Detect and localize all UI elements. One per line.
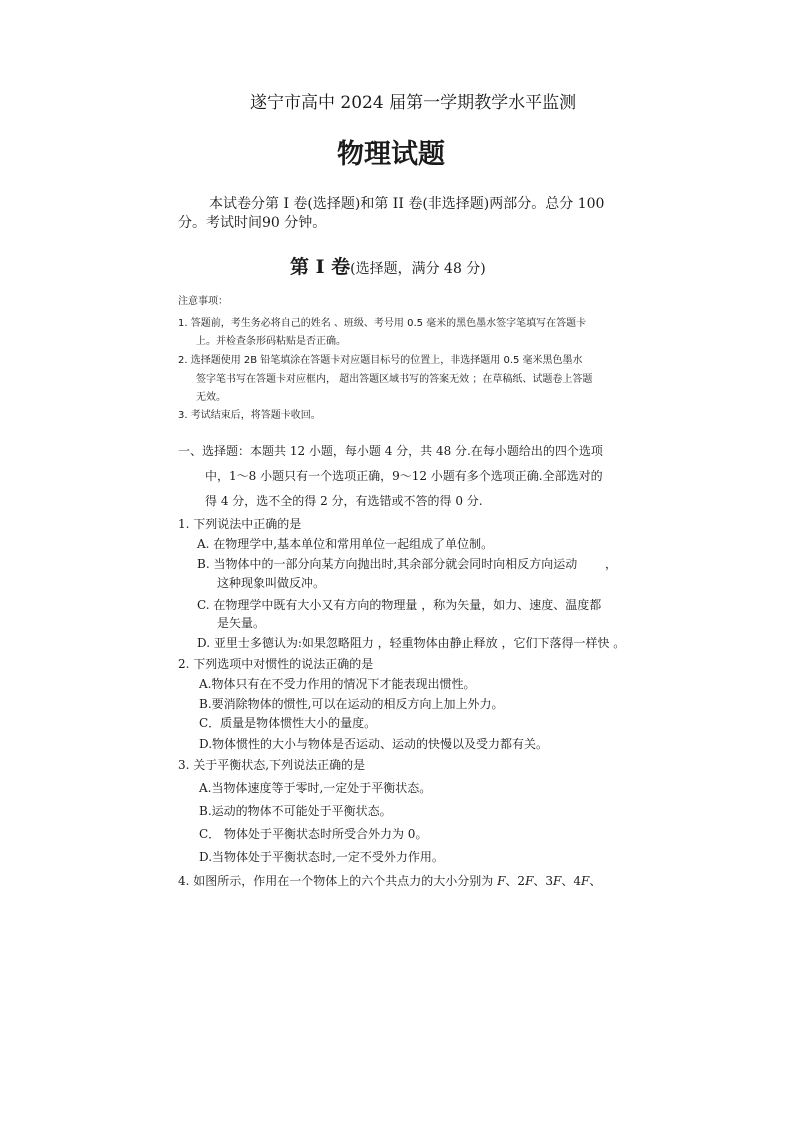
intro-line-2: 分。考试时间90 分钟。 — [178, 215, 327, 231]
question-1-option-b-cont: 这种现象叫做反冲。 — [217, 576, 326, 590]
question-2-option-a: A.物体只有在不受力作用的情况下才能表现出惯性。 — [199, 677, 476, 691]
question-3-option-a: A.当物体速度等于零时,一定处于平衡状态。 — [199, 781, 432, 795]
question-3-option-d: D.当物体处于平衡状态时,一定不受外力作用。 — [199, 850, 444, 864]
force-symbol: F — [553, 874, 562, 888]
question-4-stem-text: 4. 如图所示，作用在一个物体上的六个共点力的大小分别为 — [178, 874, 498, 888]
part-heading-main: 第 Ⅰ 卷 — [290, 256, 351, 278]
question-1-option-a: A. 在物理学中,基本单位和常用单位一起组成了单位制。 — [197, 537, 494, 551]
question-2-stem: 2. 下列选项中对惯性的说法正确的是 — [178, 657, 374, 671]
question-3-option-c: C． 物体处于平衡状态时所受合外力为 0。 — [199, 827, 428, 841]
note-line: 1. 答题前，考生务必将自己的姓名 、班级、考号用 0.5 毫米的黑色墨水签字笔填写在答题卡 — [178, 318, 587, 329]
force-symbol: F — [581, 874, 590, 888]
exam-title: 遂宁市高中 2024 届第一学期教学水平监测 — [250, 93, 577, 113]
question-1-option-d: D. 亚里士多德认为:如果忽略阻力 ，轻重物体由静止释放 ，它们下落得一样快 。 — [197, 636, 626, 650]
separator: 、3 — [533, 874, 554, 888]
question-2-option-d: D.物体惯性的大小与物体是否运动、运动的快慢以及受力都有关。 — [199, 737, 549, 751]
separator: 、2 — [505, 874, 526, 888]
part-heading — [290, 252, 486, 279]
question-1-stem: 1. 下列说法中正确的是 — [178, 517, 302, 531]
question-3-option-b: B.运动的物体不可能处于平衡状态。 — [199, 804, 392, 818]
question-1-option-c-cont: 是矢量。 — [217, 616, 266, 630]
question-3-stem: 3. 关于平衡状态,下列说法正确的是 — [178, 758, 366, 772]
separator: 、 — [589, 874, 602, 888]
question-1-option-b: B. 当物体中的一部分向某方向抛出时,其余部分就会同时向相反方向运动 — [197, 557, 578, 571]
note-line: 上。并检查条形码粘贴是否正确。 — [196, 336, 346, 347]
force-symbol: F — [525, 874, 534, 888]
subject-title: 物理试题 — [337, 139, 445, 170]
question-4-stem — [178, 872, 601, 889]
notes-title: 注意事项： — [178, 296, 228, 307]
note-line: 签字笔书写在答题卡对应框内， 超出答题区域书写的答案无效 ；在草稿纸、试题卷上答题 — [196, 374, 593, 385]
intro-line-1: 本试卷分第 I 卷(选择题)和第 II 卷(非选择题)两部分。总分 100 — [209, 196, 605, 212]
section-instruction-line: 得 4 分，选不全的得 2 分，有选错或不答的得 0 分. — [205, 494, 483, 508]
question-1-option-c: C. 在物理学中既有大小又有方向的物理量 ，称为矢量，如力、速度、温度都 — [197, 598, 602, 612]
note-line: 2. 选择题使用 2B 铅笔填涂在答题卡对应题目标号的位置上，非选择题用 0.5 毫米黑色墨水 — [178, 355, 583, 366]
section-instruction-line: 一、选择题：本题共 12 小题，每小题 4 分，共 48 分.在每小题给出的四个选项 — [178, 444, 603, 458]
separator: 、4 — [561, 874, 581, 888]
part-heading-sub: (选择题，满分 48 分) — [350, 261, 486, 277]
force-symbol: F — [497, 874, 506, 888]
note-line: 3. 考试结束后，将答题卡收回。 — [178, 410, 321, 421]
note-line: 无效。 — [196, 392, 226, 403]
question-2-option-c: C．质量是物体惯性大小的量度。 — [199, 716, 377, 730]
section-instruction-line: 中，1～8 小题只有一个选项正确，9～12 小题有多个选项正确.全部选对的 — [205, 469, 603, 483]
question-1-option-b-comma: ， — [605, 557, 618, 571]
question-2-option-b: B.要消除物体的惯性,可以在运动的相反方向上加上外力。 — [199, 697, 504, 711]
